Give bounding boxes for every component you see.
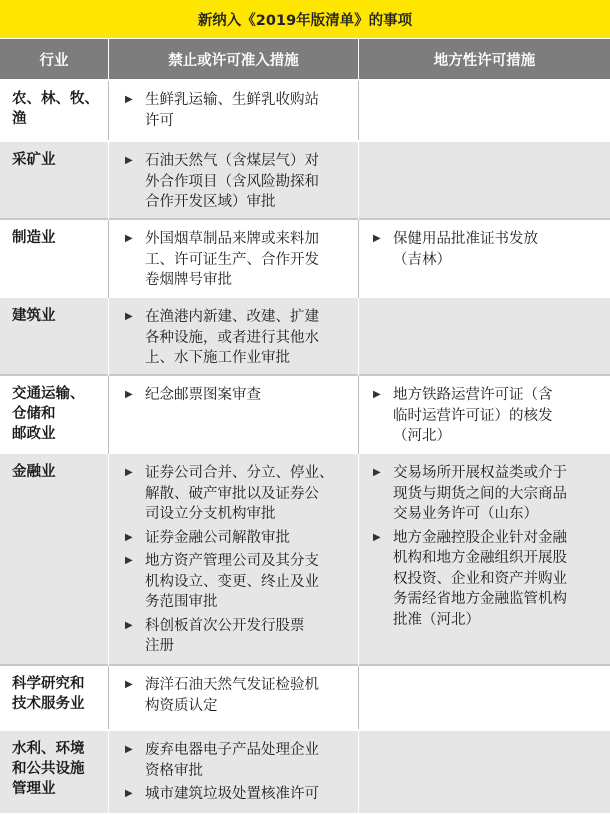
measure-item — [123, 528, 352, 549]
measure-item — [123, 229, 352, 291]
local-measures-cell — [358, 298, 610, 378]
local-measures-cell — [358, 731, 610, 814]
industry-line: 渔 — [12, 111, 27, 127]
item-text-line: 务需经省地方金融监管机构 — [393, 591, 567, 607]
item-text-line: 废弃电器电子产品处理企业 — [145, 742, 319, 758]
item-text-line: 地方铁路运营许可证（含 — [393, 387, 553, 403]
table-row — [0, 218, 610, 296]
item-text-line: （吉林） — [393, 251, 451, 268]
local-measure-item — [371, 385, 604, 447]
industry-cell — [0, 220, 108, 300]
item-text-line: 各种设施，或者进行其他水 — [145, 329, 319, 346]
bullet-icon: ▶ — [125, 233, 133, 244]
measures-cell — [108, 376, 358, 456]
item-text-line: 临时运营许可证）的核发 — [393, 407, 553, 424]
industry-line: 水利、环境 — [12, 741, 85, 757]
table-row — [0, 452, 610, 664]
bullet-icon: ▶ — [125, 679, 133, 690]
header-industry: 行业 — [39, 52, 69, 69]
item-text-line: 权投资、企业和资产并购业 — [393, 570, 567, 587]
item-text-line: 现货与期货之间的大宗商品 — [393, 485, 567, 502]
item-text-line: 海洋石油天然气发证检验机 — [145, 677, 319, 693]
item-text-line: 外国烟草制品来牌或来料加 — [145, 231, 319, 247]
item-text-line: 构资质认定 — [145, 697, 218, 714]
industry-cell — [0, 376, 108, 456]
industry-line: 建筑业 — [12, 308, 56, 324]
item-text-line: 务范围审批 — [145, 594, 218, 610]
bullet-icon: ▶ — [125, 555, 133, 566]
local-measure-item — [371, 528, 604, 631]
item-text-line: 交易业务许可（山东） — [393, 506, 538, 522]
item-text-line: 批准（河北） — [393, 611, 480, 628]
item-text-line: 工、许可证生产、合作开发 — [145, 251, 319, 268]
local-measures-cell — [358, 81, 610, 140]
item-text-line: 生鲜乳运输、生鲜乳收购站 — [145, 92, 319, 108]
local-measures-cell — [358, 454, 610, 666]
measure-item — [123, 151, 352, 213]
industry-cell — [0, 454, 108, 666]
industry-line: 交通运输、 — [12, 386, 85, 402]
industry-line: 采矿业 — [12, 152, 56, 168]
item-text-line: 上、水下施工作业审批 — [145, 350, 290, 366]
measure-item — [123, 463, 352, 525]
table-title: 新纳入《2019年版清单》的事项 — [0, 0, 610, 38]
industry-line: 邮政业 — [12, 426, 56, 442]
measures-cell — [108, 142, 358, 222]
industry-cell — [0, 81, 108, 140]
industry-line: 金融业 — [12, 464, 56, 480]
bullet-icon: ▶ — [125, 744, 133, 755]
measures-cell — [108, 298, 358, 378]
table-body — [0, 79, 610, 813]
table-row — [0, 374, 610, 452]
item-text-line: 司设立分支机构审批 — [145, 506, 276, 522]
industry-line: 制造业 — [12, 230, 56, 246]
item-text-line: 科创板首次公开发行股票 — [145, 617, 305, 634]
bullet-icon: ▶ — [373, 531, 381, 543]
measure-item — [123, 740, 352, 781]
industry-line: 科学研究和 — [12, 676, 85, 692]
measures-cell — [108, 666, 358, 729]
item-text-line: 地方金融控股企业针对金融 — [393, 529, 567, 546]
bullet-icon: ▶ — [125, 619, 133, 631]
item-text-line: 卷烟牌号审批 — [145, 272, 232, 288]
measure-item — [123, 551, 352, 613]
local-measures-cell — [358, 376, 610, 456]
bullet-icon: ▶ — [125, 389, 133, 400]
header-measures: 禁止或许可准入措施 — [108, 39, 358, 79]
item-text-line: 交易场所开展权益类或介于 — [393, 465, 567, 481]
industry-line: 仓储和 — [12, 406, 56, 422]
industry-cell — [0, 731, 108, 814]
industry-cell — [0, 666, 108, 729]
item-text-line: 地方资产管理公司及其分支 — [145, 553, 319, 569]
item-text-line: 纪念邮票图案审查 — [145, 387, 261, 403]
bullet-icon: ▶ — [373, 389, 381, 400]
bullet-icon: ▶ — [125, 311, 133, 322]
item-text-line: 城市建筑垃圾处置核准许可 — [145, 786, 319, 802]
local-measures-cell — [358, 142, 610, 222]
item-text-line: 机构设立、变更、终止及业 — [145, 573, 319, 590]
item-text-line: 证券公司合并、分立、停业、 — [145, 465, 334, 481]
table-row — [0, 296, 610, 374]
item-text-line: 解散、破产审批以及证券公 — [145, 485, 319, 502]
bullet-icon: ▶ — [125, 155, 133, 166]
table-row — [0, 729, 610, 813]
bullet-icon: ▶ — [125, 467, 133, 478]
table-row — [0, 140, 610, 218]
bullet-icon: ▶ — [125, 788, 133, 799]
table-row — [0, 79, 610, 140]
bullet-icon: ▶ — [125, 94, 133, 105]
industry-cell — [0, 142, 108, 222]
measure-item — [123, 90, 352, 131]
measures-cell — [108, 731, 358, 814]
local-measure-item — [371, 463, 604, 525]
measures-cell — [108, 220, 358, 300]
item-text-line: （河北） — [393, 428, 451, 444]
industry-line: 技术服务业 — [12, 696, 85, 712]
item-text-line: 证券金融公司解散审批 — [145, 529, 290, 546]
measure-item — [123, 784, 352, 805]
industry-line: 农、林、牧、 — [12, 91, 99, 107]
item-text-line: 外合作项目（含风险勘探和 — [145, 173, 319, 190]
bullet-icon: ▶ — [373, 233, 381, 244]
local-measures-cell — [358, 220, 610, 300]
measure-item — [123, 307, 352, 369]
item-text-line: 许可 — [145, 112, 174, 129]
table-header — [0, 38, 610, 79]
header-local: 地方性许可措施 — [358, 39, 610, 79]
industry-line: 管理业 — [12, 781, 56, 797]
item-text-line: 石油天然气（含煤层气）对 — [145, 153, 319, 169]
item-text-line: 资格审批 — [145, 762, 203, 779]
local-measure-item — [371, 229, 604, 270]
item-text-line: 保健用品批准证书发放 — [393, 231, 538, 247]
item-text-line: 机构和地方金融组织开展股 — [393, 550, 567, 566]
item-text-line: 在渔港内新建、改建、扩建 — [145, 309, 319, 325]
industry-cell — [0, 298, 108, 378]
measure-item — [123, 675, 352, 716]
measures-cell — [108, 454, 358, 666]
table-row — [0, 664, 610, 729]
measure-item — [123, 385, 352, 406]
item-text-line: 注册 — [145, 638, 174, 654]
bullet-icon: ▶ — [125, 531, 133, 543]
measures-cell — [108, 81, 358, 140]
local-measures-cell — [358, 666, 610, 729]
measure-item — [123, 616, 352, 657]
bullet-icon: ▶ — [373, 467, 381, 478]
item-text-line: 合作开发区域）审批 — [145, 194, 276, 210]
industry-line: 和公共设施 — [12, 761, 85, 777]
